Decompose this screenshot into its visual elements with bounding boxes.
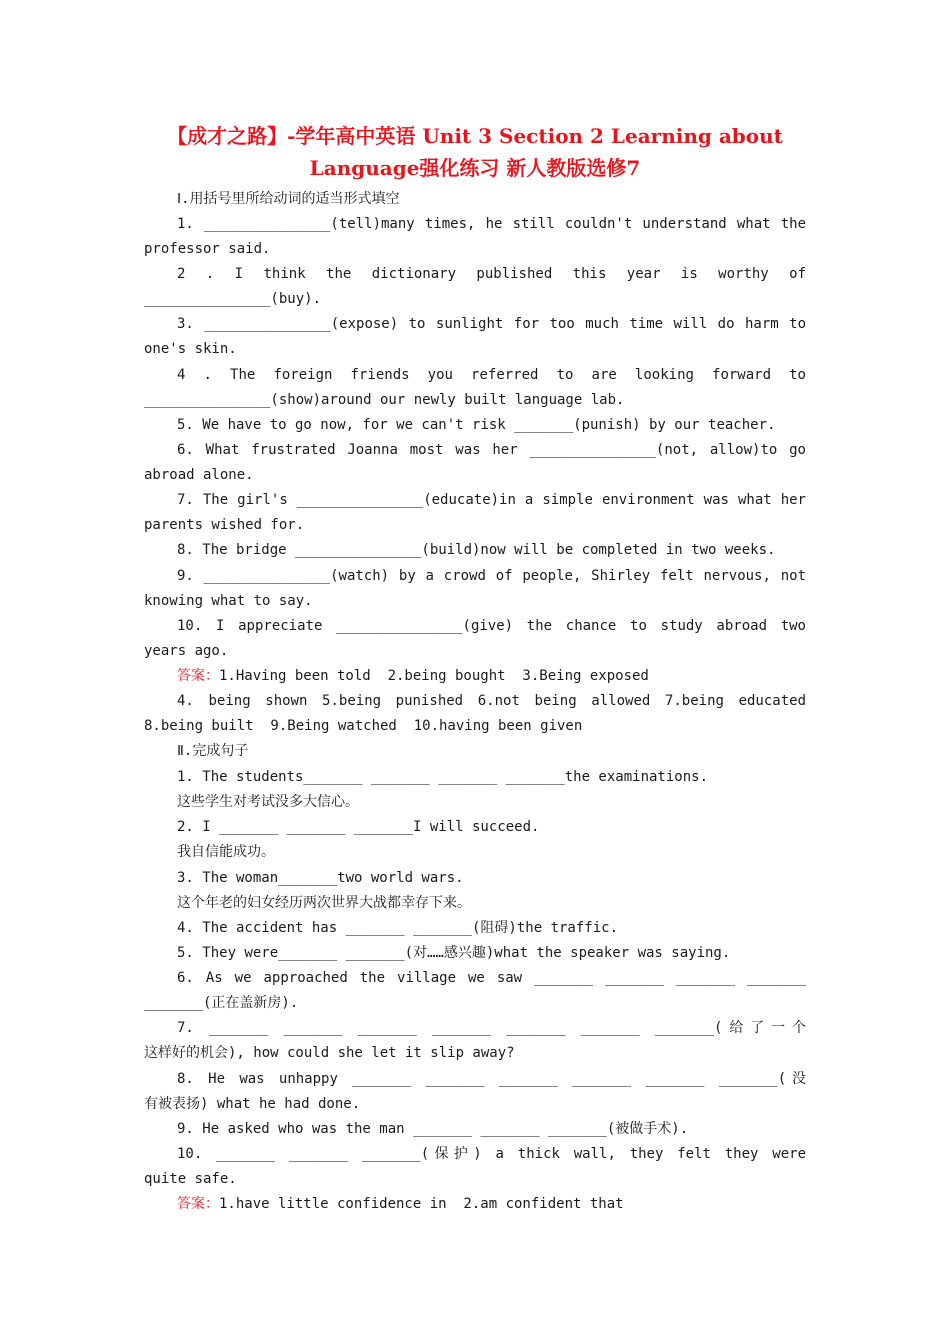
s1-line-2: professor said. xyxy=(144,241,271,257)
s2-line-12: 这样好的机会), how could she let it slip away? xyxy=(144,1045,515,1061)
s2-line-11: 7. _______ _______ _______ _______ _______ _______ _______(给了一个 xyxy=(177,1020,806,1036)
s2-answer-line xyxy=(177,1192,806,1217)
s1-line-8: _______________(show)around our newly built language lab. xyxy=(144,392,625,408)
s1-line-9: 5. We have to go now, for we can't risk _______(punish) by our teacher. xyxy=(177,417,776,433)
s2-line-16: 10. _______ _______ _______(保护) a thick wall, they felt they were xyxy=(177,1146,806,1162)
s1-line-7: 4 . The foreign friends you referred to are looking forward to xyxy=(177,367,806,383)
s1-line-3: 2 . I think the dictionary published this year is worthy of xyxy=(177,266,806,282)
s1-line-13: parents wished for. xyxy=(144,517,305,533)
s2-line-1: 1. The students_______ _______ _______ _______the examinations. xyxy=(177,769,709,785)
s1-line-16: knowing what to say. xyxy=(144,593,313,609)
s1-line-1: 1. _______________(tell)many times, he still couldn't understand what the xyxy=(177,216,806,232)
s2-line-15: 9. He asked who was the man _______ _______ _______(被做手术). xyxy=(177,1121,689,1137)
s2-line-13: 8. He was unhappy _______ _______ _______ _______ _______ _______(没 xyxy=(177,1071,806,1087)
document-title-line-1: 【成才之路】-学年高中英语 Unit 3 Section 2 Learning about xyxy=(167,124,783,148)
s2-line-3: 2. I _______ _______ _______I will succeed. xyxy=(177,819,540,835)
s1-line-4: _______________(buy). xyxy=(144,291,322,307)
s2-line-17: quite safe. xyxy=(144,1171,237,1187)
section-2-heading: Ⅱ.完成句子 xyxy=(177,743,249,759)
s1-line-11: abroad alone. xyxy=(144,467,254,483)
s1-line-10: 6. What frustrated Joanna most was her _______________(not, allow)to go xyxy=(177,442,806,458)
s2-line-10: _______(正在盖新房). xyxy=(144,995,299,1011)
section-1-heading: Ⅰ.用括号里所给动词的适当形式填空 xyxy=(177,191,400,207)
s2-line-14: 有被表扬) what he had done. xyxy=(144,1096,361,1112)
s2-line-9: 6. As we approached the village we saw _______ _______ _______ _______ xyxy=(177,970,806,986)
document-title-line-2: Language强化练习 新人教版选修7 xyxy=(309,156,641,180)
s1-line-18: years ago. xyxy=(144,643,229,659)
s2-line-8: 5. They were_______ _______(对……感兴趣)what the speaker was saying. xyxy=(177,945,731,961)
s1-line-14: 8. The bridge _______________(build)now will be completed in two weeks. xyxy=(177,542,776,558)
s2-answer-text: 1.have little confidence in 2.am confident that xyxy=(219,1196,624,1212)
s1-line-15: 9. _______________(watch) by a crowd of people, Shirley felt nervous, not xyxy=(177,568,806,584)
s2-line-6: 这个年老的妇女经历两次世界大战都幸存下来。 xyxy=(177,895,471,911)
s1-answer-line-3: 8.being built 9.Being watched 10.having been given xyxy=(144,718,583,734)
s1-line-12: 7. The girl's _______________(educate)in a simple environment was what her xyxy=(177,492,806,508)
s1-line-5: 3. _______________(expose) to sunlight for too much time will do harm to xyxy=(177,316,806,332)
s2-line-4: 我自信能成功。 xyxy=(177,844,275,860)
s2-line-7: 4. The accident has _______ _______(阻碍)the traffic. xyxy=(177,920,619,936)
s1-answer-line-2: 4. being shown 5.being punished 6.not being allowed 7.being educated xyxy=(177,693,806,709)
s2-line-5: 3. The woman_______two world wars. xyxy=(177,870,464,886)
s1-answer-text-1: 1.Having been told 2.being bought 3.Being exposed xyxy=(219,668,649,684)
answer-label: 答案： xyxy=(177,668,219,684)
s2-line-2: 这些学生对考试没多大信心。 xyxy=(177,794,359,810)
s1-answer-line-1 xyxy=(177,664,806,689)
s1-line-6: one's skin. xyxy=(144,341,237,357)
s1-line-17: 10. I appreciate _______________(give) the chance to study abroad two xyxy=(177,618,806,634)
answer-label: 答案： xyxy=(177,1196,219,1212)
